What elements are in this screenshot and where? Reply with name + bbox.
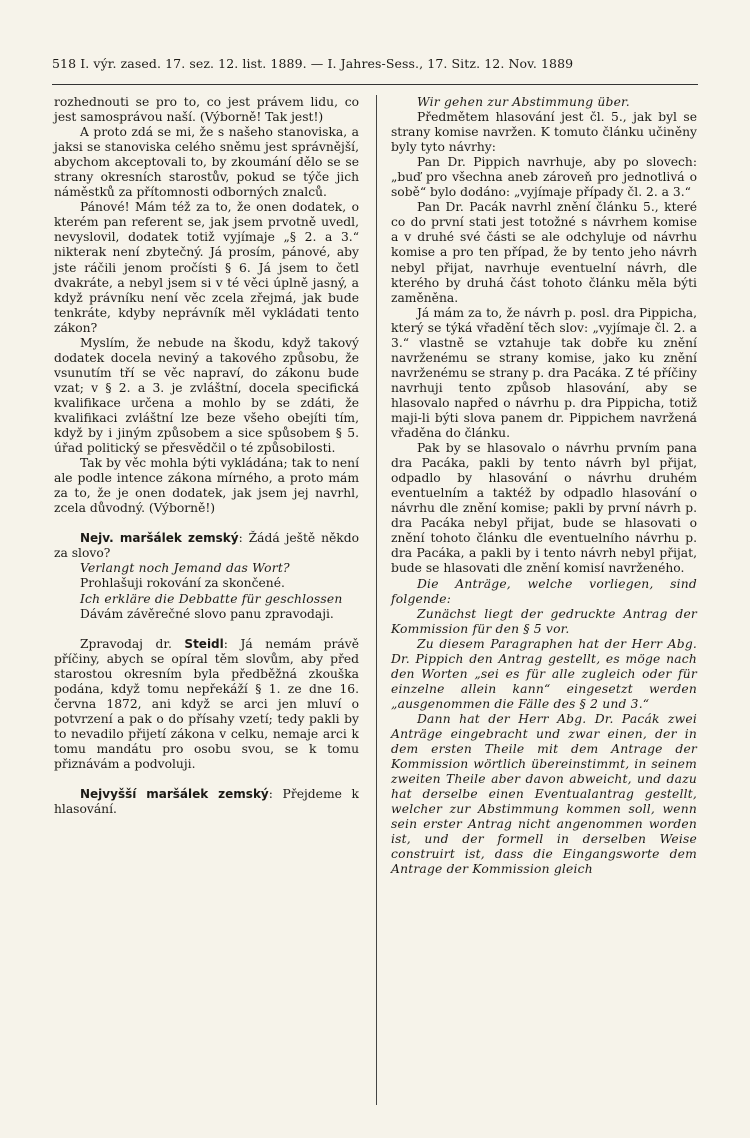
paragraph xyxy=(391,577,697,607)
paragraph xyxy=(54,561,359,576)
paragraph-text: Verlangt noch Jemand das Wort? xyxy=(80,561,290,576)
paragraph xyxy=(54,607,359,622)
paragraph-text: Wir gehen zur Abstimmung über. xyxy=(417,95,630,109)
paragraph xyxy=(54,200,359,335)
paragraph-text: Myslím, že nebude na škodu, když takový dodatek docela neviný a takového způsobu, že vsunutím tří se věc napraví, do zákonu bude vzat; v § 2. a 3. je zvláštní, docela specifická kvalifikace určena a mohlo by se zdáti, že kvalifikaci zvláštní lze beze všeho obejíti tím, když by i jiným způsobem a sice spůsobem § 5. úřad politický se přesvědčil o té způsobilosti. xyxy=(54,335,359,456)
speaker-prefix: Zpravodaj dr. xyxy=(80,636,185,651)
paragraph-text: Dann hat der Herr Abg. Dr. Pacák zwei Anträge eingebracht und zwar einen, der in dem ersten Theile mit dem Antrage der Kommission wörtlich übereinstimmt, in seinem zweiten Theile aber davon abweicht, und dazu hat derselbe einen Eventualantrag gestellt, welcher zur Abstimmung kommen soll, wenn sein erster Antrag nicht angenommen worden ist, und der formell in derselben Weise construirt ist, dass die Eingangsworte dem Antrage der Kommission gleich xyxy=(391,711,697,877)
paragraph xyxy=(54,95,359,125)
paragraph xyxy=(391,95,697,110)
speaker-name: Steidl xyxy=(184,636,224,651)
paragraph-text: Pak by se hlasovalo o návrhu prvním pana dra Pacáka, pakli by tento návrh byl přijat, odpadlo by hlasování o návrhu druhém eventuelním a taktéž by odpadlo hlasování o návrhu dle znění komise; pakli by první návrh p. dra Pacáka nebyl přijat, bude se hlasovati o znění tohoto článku dle eventuelního návrhu p. dra Pacáka, a pakli by i tento návrh nebyl přijat, bude se hlasovati dle znění komisí navrženého. xyxy=(391,441,697,576)
paragraph xyxy=(391,306,697,441)
paragraph xyxy=(54,336,359,456)
paragraph xyxy=(54,576,359,591)
paragraph-gap xyxy=(54,622,359,637)
paragraph-text: Die Anträge, welche vorliegen, sind folgende: xyxy=(391,576,697,606)
speaker-paragraph xyxy=(54,637,359,772)
paragraph-text: Předmětem hlasování jest čl. 5., jak byl se strany komise navržen. K tomuto článku učiněny byly tyto návrhy: xyxy=(391,110,697,155)
speaker-name: Nejvyšší maršálek zemský xyxy=(80,787,269,802)
paragraph xyxy=(54,125,359,200)
paragraph-text: Tak by věc mohla býti vykládána; tak to není ale podle intence zákona mírného, a proto mám za to, že je onen dodatek, jak jsem jej navrhl, zcela důvodný. (Výborně!) xyxy=(54,456,359,516)
column-divider xyxy=(376,95,377,1105)
paragraph xyxy=(54,456,359,516)
paragraph-text: rozhednouti se pro to, co jest právem lidu, co jest samosprávou naší. (Výborně! Tak jest!) xyxy=(54,95,359,125)
paragraph-text: Dávám závěrečné slovo panu zpravodaji. xyxy=(80,606,334,621)
paragraph-text: Já mám za to, že návrh p. posl. dra Pippicha, který se týká vřadění těch slov: „vyjímaje čl. 2. a 3.“ vlastně se vztahuje tak dobře ku znění navrženému se strany komise, jako ku znění navrženému se strany p. dra Pacáka. Z té příčiny navrhuji tento způsob hlasování, aby se hlasovalo napřed o návrhu p. dra Pippicha, totiž maji-li býti slova panem dr. Pippichem navržená vřaděna do článku. xyxy=(391,305,697,441)
speaker-paragraph xyxy=(54,531,359,561)
paragraph-text: : Žádá ještě někdo za slovo? xyxy=(54,531,359,561)
paragraph-text: : Přejdeme k hlasování. xyxy=(54,787,359,817)
paragraph-text: Zunächst liegt der gedruckte Antrag der Kommission für den § 5 vor. xyxy=(391,606,697,636)
paragraph xyxy=(54,592,359,607)
paragraph xyxy=(391,712,697,878)
paragraph-text: Zu diesem Paragraphen hat der Herr Abg. Dr. Pippich den Antrag gestellt, es möge nach den Worten „sei es für alle zugleich oder für einzelne allein kann“ eingesetzt werden „ausgenommen die Fälle des § 2 und 3.“ xyxy=(391,636,697,711)
paragraph-text: A proto zdá se mi, že s našeho stanoviska, a jaksi se stanoviska celého sněmu jest správnější, abychom akceptovali to, by zkoumání dělo se se strany okresních starostův, pokud se týče jich náměstků za přítomnosti odborných znalců. xyxy=(54,125,359,200)
paragraph xyxy=(391,200,697,305)
paragraph-text: Ich erkläre die Debbatte für geschlossen xyxy=(80,591,343,606)
paragraph-text: Pan Dr. Pacák navrhl znění článku 5., které co do první stati jest totožné s návrhem komise a v druhé své části se ale odchyluje od návrhu komise a pro ten případ, že by tento jeho návrh nebyl přijat, navrhuje eventuelní návrh, dle kterého by druhá část tohoto článku měla býti zaměněna. xyxy=(391,200,697,305)
right-column xyxy=(391,95,697,877)
paragraph xyxy=(391,155,697,200)
paragraph-text: Prohlašuji rokování za skončené. xyxy=(80,576,285,591)
paragraph-text: Pánové! Mám též za to, že onen dodatek, o kterém pan referent se, jak jsem prvotně uvedl, nevyslovil, dodatek totiž vyjímaje „§ 2. a 3.“ nikterak není zbytečný. Já prosím, pánové, aby jste ráčili jenom pročísti § 6. Já jsem to četl dvakráte, a nebyl jsem si v té věci úplně jasný, a když právníku není věc zcela zřejmá, jak bude tenkráte, kdyby neprávník měl vykládati tento zákon? xyxy=(54,200,359,335)
page-header: 518 I. výr. zased. 17. sez. 12. list. 1889. — I. Jahres-Sess., 17. Sitz. 12. Nov. 1889 xyxy=(52,56,574,71)
speaker-paragraph xyxy=(54,787,359,817)
speaker-name: Nejv. maršálek zemský xyxy=(80,531,239,546)
paragraph-gap xyxy=(54,516,359,531)
header-rule xyxy=(52,84,698,85)
paragraph xyxy=(391,637,697,712)
paragraph-text: : Já nemám právě příčiny, abych se opíral těm slovům, aby před starostou okresním byla předběžná zkouška podána, když tomu nepřekáží § 1. ze dne 16. června 1872, ani když se arci jen mluví o potvrzení a pak o do přísahy vzetí; tedy pakli by to nevadilo přijetí zákona v celku, nemaje arci k tomu mandátu pro osobu svou, se k tomu přiznávám a podvoluji. xyxy=(54,636,359,771)
paragraph-text: Pan Dr. Pippich navrhuje, aby po slovech: „buď pro všechna aneb zároveň pro jednotlivá o sobě“ bylo dodáno: „vyjímaje případy čl. 2. a 3.“ xyxy=(391,155,697,200)
paragraph xyxy=(391,441,697,576)
left-column xyxy=(54,95,359,817)
paragraph xyxy=(391,110,697,155)
paragraph xyxy=(391,607,697,637)
paragraph-gap xyxy=(54,772,359,787)
